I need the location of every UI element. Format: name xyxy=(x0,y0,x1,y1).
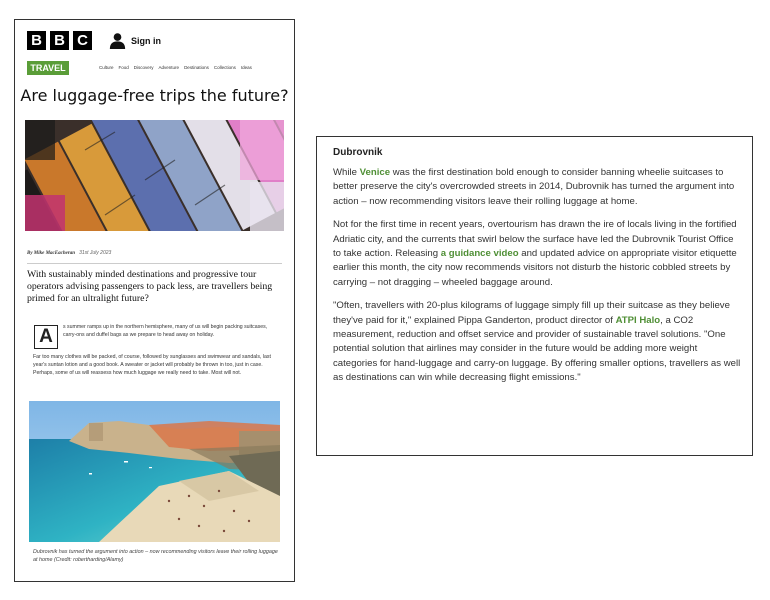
byline xyxy=(27,250,111,256)
nav-link-ideas[interactable]: Ideas xyxy=(240,65,252,70)
drop-cap: A xyxy=(34,325,58,349)
nav-link-food[interactable]: Food xyxy=(118,65,129,70)
sign-in-button[interactable] xyxy=(109,32,161,49)
nav-link-collections[interactable]: Collections xyxy=(213,65,236,70)
text-run: , a CO2 measurement, reduction and offset service and provider of sustainable travel solutions. "One potential solution that airlines may consider in the future would be adding more weight categories for hand-luggage and carry-on luggage. By offering smaller options, travellers as well as destinations can win while decreasing flight emissions." xyxy=(333,314,741,384)
user-icon xyxy=(109,32,126,49)
author-name[interactable]: By Mike MacEacheran xyxy=(27,251,76,256)
excerpt-paragraph xyxy=(333,166,741,209)
guidance-video-link[interactable]: a guidance video xyxy=(440,248,519,260)
divider xyxy=(27,263,282,264)
logo-letter: B xyxy=(27,31,46,50)
body-paragraph: s summer ramps up in the northern hemisphere, many of us will begin packing suitcases, carry-ons and duffel bags as we prepare to head away on holiday. xyxy=(63,324,268,339)
text-run: Not for the first time in recent years, overtourism has drawn the ire of locals living in the fortified Adriatic city, and the currents that swirl below the surface have led the Dubrovnik Tourist Office to take action. Releasing xyxy=(333,219,737,260)
nav-link-destinations[interactable]: Destinations xyxy=(184,65,209,70)
section-nav xyxy=(99,65,252,70)
article-headline: Are luggage-free trips the future? xyxy=(20,86,289,105)
bbc-logo[interactable] xyxy=(27,31,92,50)
atpi-halo-link[interactable]: ATPI Halo xyxy=(615,314,661,326)
standfirst: With sustainably minded destinations and progressive tour operators advising passengers to pack less, are travellers being primed for an ultralight future? xyxy=(27,269,273,305)
body-paragraph: Far too many clothes will be packed, of course, followed by sunglasses and swimwear and sandals, last year's suntan lotion and a good book. A sweater or jacket will probably be thrown in too, just in case. Perhaps, some of us will reassess how much luggage we really need to take. Most will not. xyxy=(33,354,271,377)
text-run: "Often, travellers with 20-plus kilograms of luggage simply fill up their suitcase as they believe they've paid for it," explained Pippa Ganderton, product director of xyxy=(333,300,730,326)
text-run: was the first destination bold enough to consider banning wheelie suitcases to better preserve the city's overcrowded streets in 2014, Dubrovnik has turned the argument into action – now recommending visitors leave their rolling luggage at home. xyxy=(333,167,735,207)
excerpt-paragraph xyxy=(333,299,741,385)
venice-link[interactable]: Venice xyxy=(359,167,391,178)
text-run: and updated advice on appropriate visitor etiquette earlier this month, the city now recommends visitors not disturb the historic cobbled streets by carrying – not dragging – wheeled baggage around. xyxy=(333,248,737,288)
excerpt-heading: Dubrovnik xyxy=(333,147,383,158)
photo-caption: Dubrovnik has turned the argument into action – now recommending visitors leave their rolling luggage at home (Credit: robertharding/Alamy) xyxy=(33,549,278,564)
nav-link-culture[interactable]: Culture xyxy=(99,65,114,70)
text-run: While xyxy=(333,167,360,178)
suitcases-hero-image xyxy=(25,120,284,231)
article-page xyxy=(14,19,295,582)
excerpt-box xyxy=(316,136,753,456)
nav-link-discovery[interactable]: Discovery xyxy=(133,65,154,70)
section-tag[interactable]: TRAVEL xyxy=(27,61,69,75)
nav-link-adventure[interactable]: Adventure xyxy=(158,65,180,70)
logo-letter: C xyxy=(73,31,92,50)
dubrovnik-beach-photo xyxy=(29,401,280,542)
sign-in-label: Sign in xyxy=(131,35,161,46)
publish-date: 31st July 2023 xyxy=(79,250,112,256)
excerpt-paragraph xyxy=(333,218,741,290)
logo-letter: B xyxy=(50,31,69,50)
